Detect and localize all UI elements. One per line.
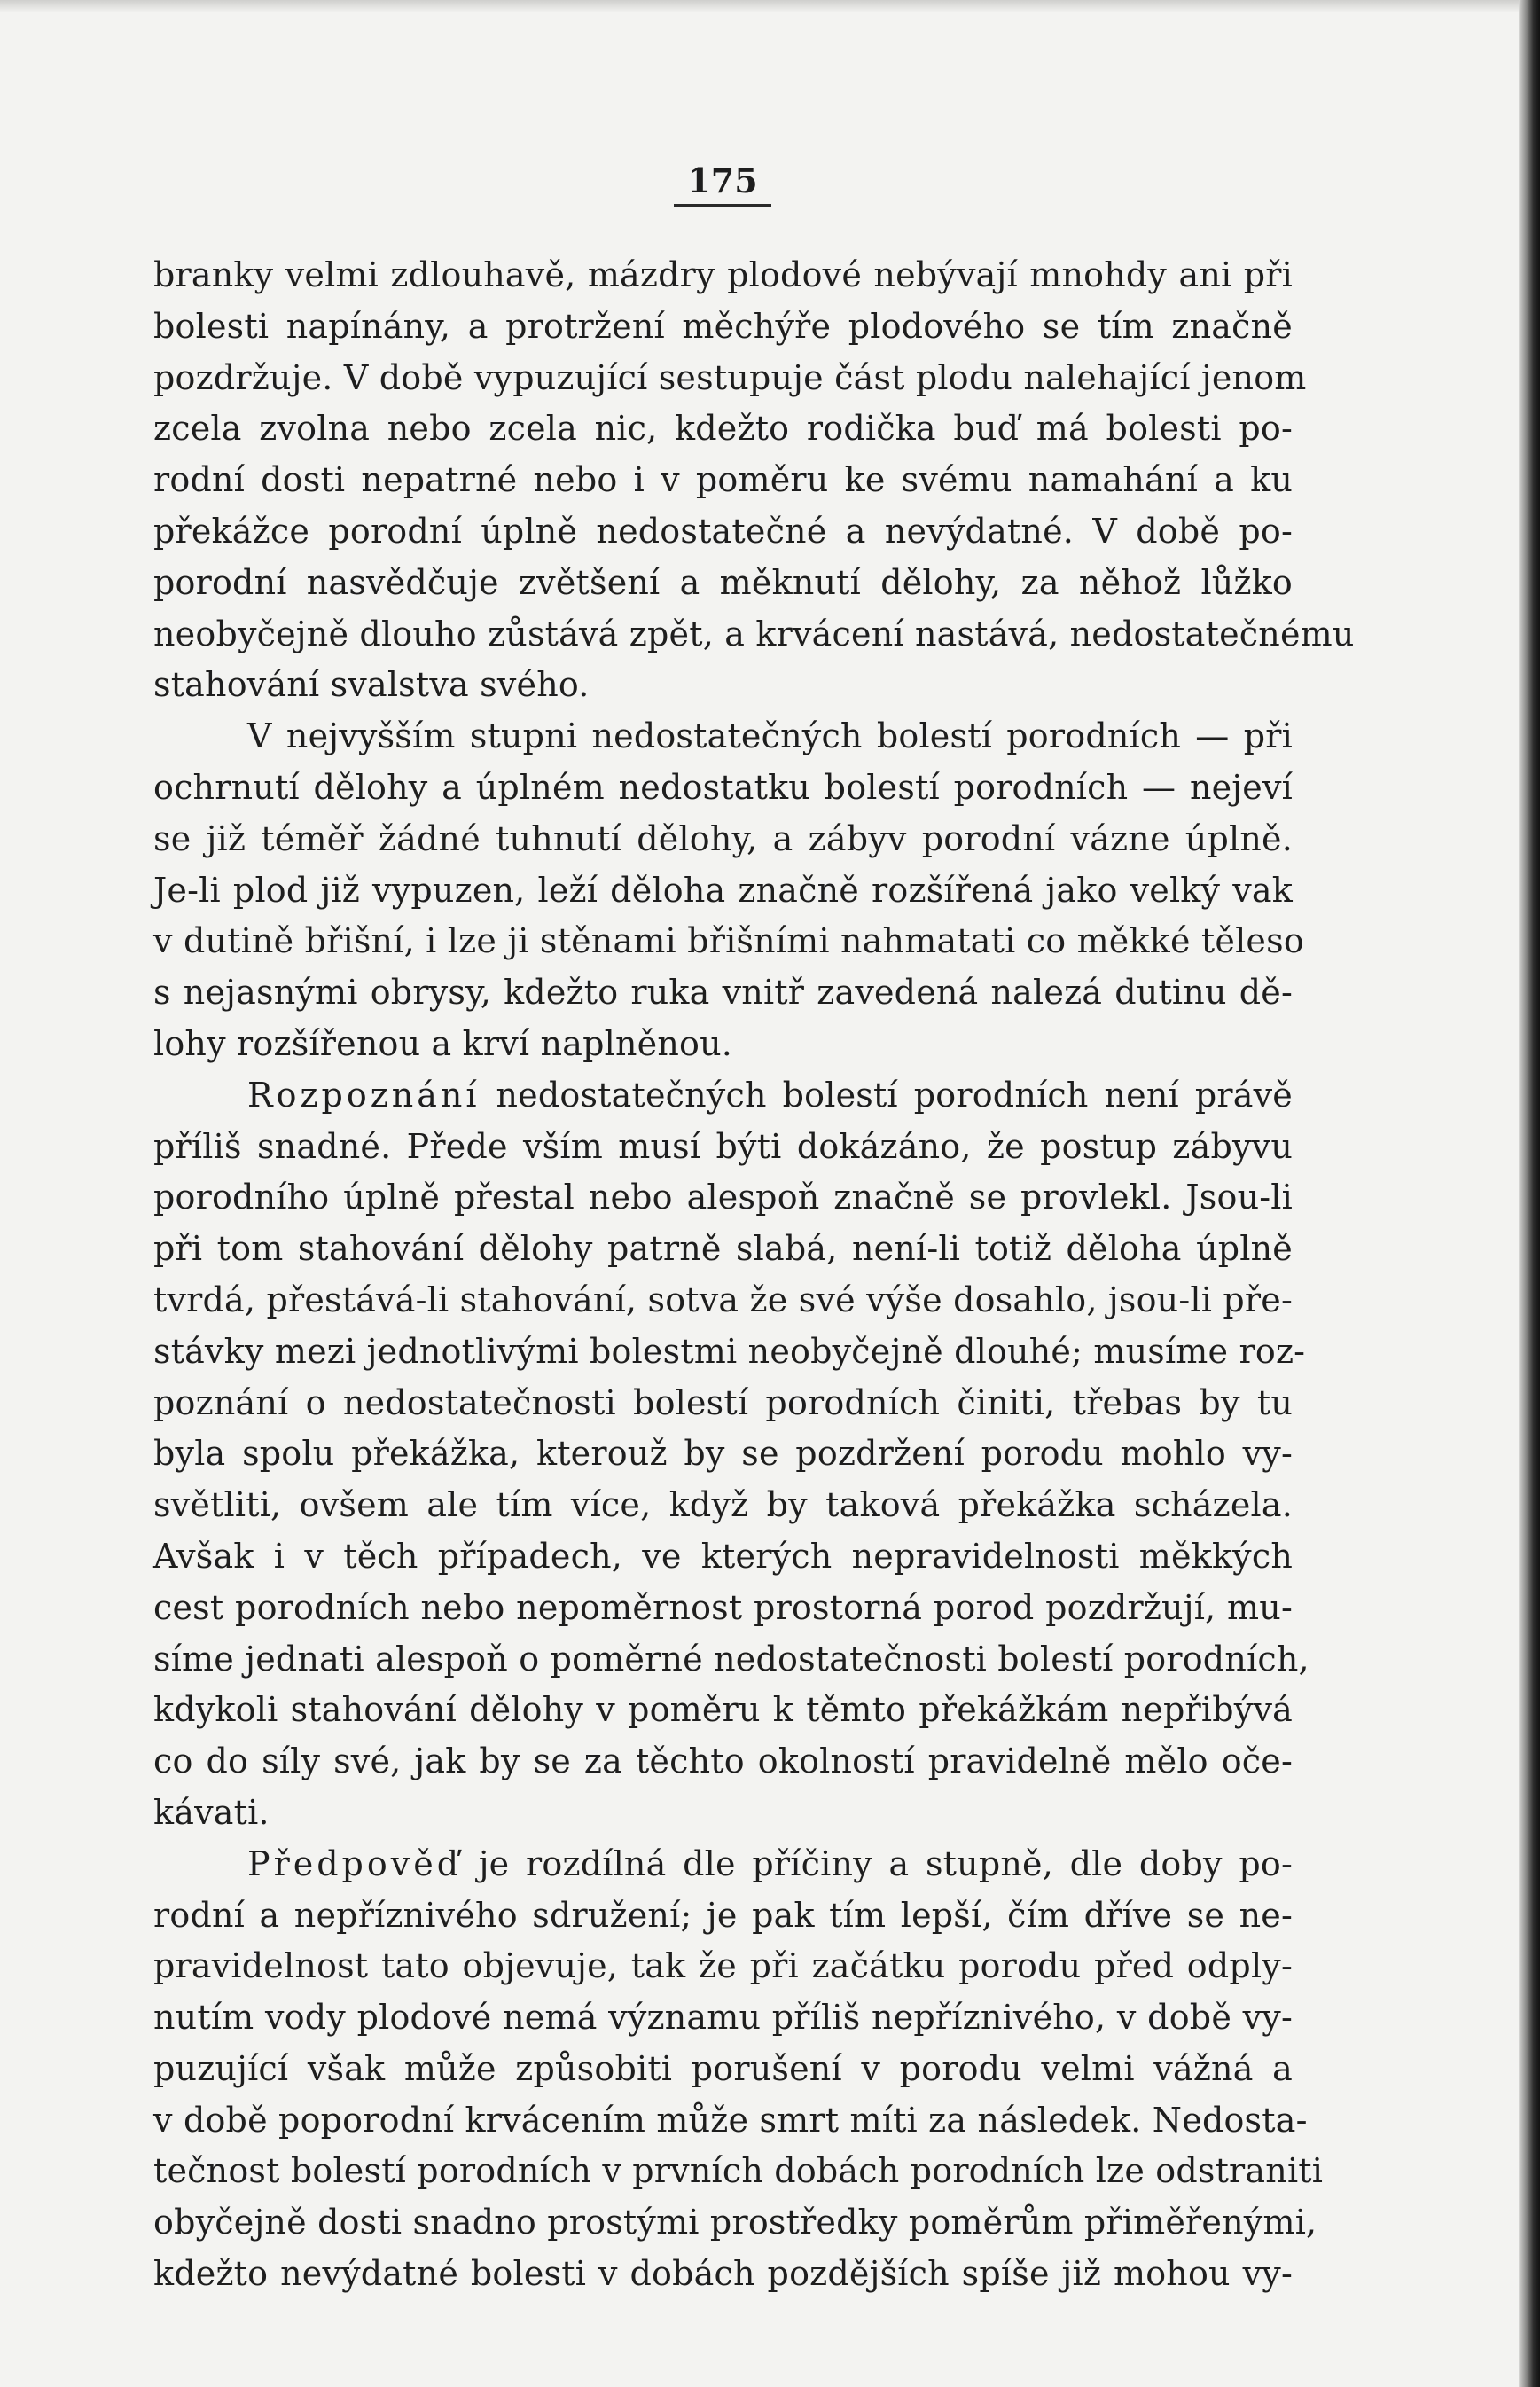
text-line: neobyčejně dlouho zůstává zpět, a krvácení nastává, nedostatečnému — [153, 614, 1355, 653]
text-line: se již téměř žádné tuhnutí dělohy, a zábyv porodní vázne úplně. — [153, 818, 1293, 858]
paragraph-3 — [153, 1070, 1309, 1839]
paragraph-4 — [153, 1839, 1324, 2300]
text-line: pozdržuje. V době vypuzující sestupuje část plodu nalehající jenom — [153, 357, 1307, 397]
text-line: s nejasnými obrysy, kdežto ruka vnitř zavedená nalezá dutinu dě- — [153, 973, 1293, 1013]
paragraph-1 — [153, 250, 1355, 711]
text-line: kávati. — [153, 1792, 270, 1832]
text-line: V nejvyšším stupni nedostatečných bolestí porodních — při — [247, 716, 1293, 756]
text-line: nutím vody plodové nemá významu příliš nepříznivého, v době vy- — [153, 1998, 1293, 2038]
text-line: pravidelnost tato objevuje, tak že při začátku porodu před odply- — [153, 1946, 1293, 1986]
text-line — [153, 1839, 1293, 1890]
text-line: ochrnutí dělohy a úplném nedostatku bolestí porodních — nejeví — [153, 767, 1293, 807]
text-line: branky velmi zdlouhavě, mázdry plodové nebývají mnohdy ani při — [153, 255, 1293, 294]
text-line-rest: nedostatečných bolestí porodních není právě — [480, 1075, 1293, 1115]
text-line — [153, 1070, 1293, 1122]
text-line: tvrdá, přestává-li stahování, sotva že své výše dosahlo, jsou-li pře- — [153, 1280, 1293, 1319]
text-line: lohy rozšířenou a krví naplněnou. — [153, 1023, 733, 1063]
text-line: porodní nasvědčuje zvětšení a měknutí dělohy, za něhož lůžko — [153, 562, 1293, 602]
paragraph-2 — [153, 711, 1304, 1070]
text-line: tečnost bolestí porodních v prvních dobách porodních lze odstraniti — [153, 2151, 1324, 2191]
text-line: porodního úplně přestal nebo alespoň značně se provlekl. Jsou-li — [153, 1178, 1293, 1217]
text-line: kdykoli stahování dělohy v poměru k těmto překážkám nepřibývá — [153, 1690, 1293, 1730]
text-line: cest porodních nebo nepoměrnost prostorná porod pozdržují, mu- — [153, 1587, 1293, 1627]
text-line: puzující však může způsobiti porušení v porodu velmi vážná a — [153, 2048, 1293, 2088]
text-line: byla spolu překážka, kterouž by se pozdržení porodu mohlo vy- — [153, 1434, 1293, 1474]
text-line-rest: je rozdílná dle příčiny a stupně, dle doby po- — [462, 1843, 1293, 1883]
text-line: rodní a nepříznivého sdružení; je pak tím lepší, čím dříve se ne- — [153, 1895, 1293, 1935]
text-line: v dutině břišní, i lze ji stěnami břišními nahmatati co měkké těleso — [153, 921, 1304, 961]
text-line: poznání o nedostatečnosti bolestí porodních činiti, třebas by tu — [153, 1382, 1293, 1422]
text-line: obyčejně dosti snadno prostými prostředky poměrům přiměřenými, — [153, 2203, 1317, 2242]
text-line: rodní dosti nepatrné nebo i v poměru ke svému namahání a ku — [153, 460, 1293, 500]
text-line: překážce porodní úplně nedostatečné a nevýdatné. V době po- — [153, 511, 1293, 551]
text-line: stahování svalstva svého. — [153, 665, 590, 705]
text-line: co do síly své, jak by se za těchto okolností pravidelně mělo oče- — [153, 1741, 1293, 1781]
text-line: světliti, ovšem ale tím více, když by taková překážka scházela. — [153, 1485, 1293, 1525]
page-number: 175 — [674, 160, 771, 207]
body-text — [153, 250, 1355, 2300]
page-right-edge-shadow — [1519, 0, 1540, 2387]
text-line: při tom stahování dělohy patrně slabá, není-li totiž děloha úplně — [153, 1229, 1293, 1269]
text-line: Avšak i v těch případech, ve kterých nepravidelnosti měkkých — [153, 1536, 1293, 1576]
text-line: stávky mezi jednotlivými bolestmi neobyčejně dlouhé; musíme roz- — [153, 1331, 1306, 1371]
text-line: příliš snadné. Přede vším musí býti dokázáno, že postup zábyvu — [153, 1126, 1293, 1166]
text-line: v době poporodní krvácením může smrt míti za následek. Nedosta- — [153, 2100, 1308, 2140]
text-line: zcela zvolna nebo zcela nic, kdežto rodička buď má bolesti po- — [153, 409, 1293, 449]
text-line: Je-li plod již vypuzen, leží děloha značně rozšířená jako velký vak — [153, 870, 1293, 910]
paragraph-lead-term: Předpověď — [247, 1843, 463, 1883]
text-line: kdežto nevýdatné bolesti v dobách pozdějších spíše již mohou vy- — [153, 2254, 1293, 2294]
text-line: bolesti napínány, a protržení měchýře plodového se tím značně — [153, 306, 1293, 346]
paragraph-lead-term: Rozpoznání — [247, 1075, 481, 1115]
page-top-edge-shadow — [0, 0, 1540, 12]
text-line: síme jednati alespoň o poměrné nedostatečnosti bolestí porodních, — [153, 1639, 1309, 1679]
